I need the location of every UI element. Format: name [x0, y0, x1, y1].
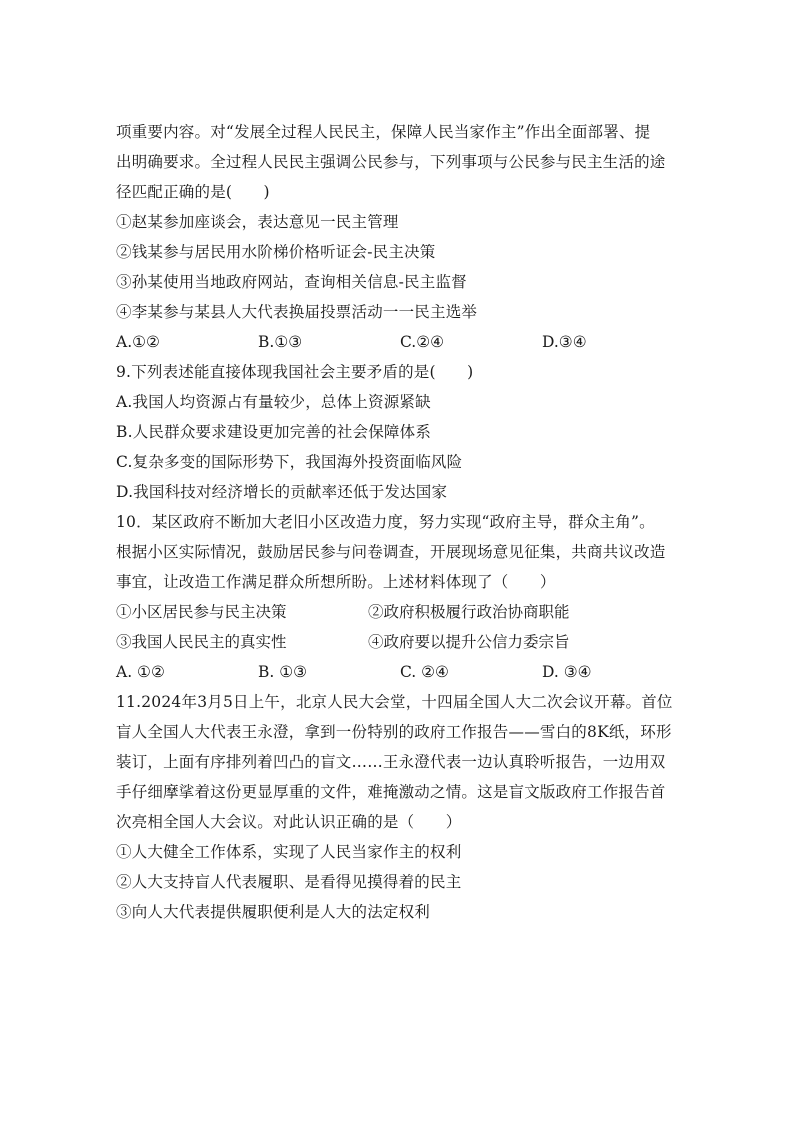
- option-c: C.复杂多变的国际形势下，我国海外投资面临风险: [116, 453, 463, 471]
- statement-row: [116, 627, 686, 657]
- statement-row: [116, 597, 686, 627]
- statement-item: ②钱某参与居民用水阶梯价格听证会-民主决策: [116, 243, 436, 261]
- answer-options: [116, 657, 686, 687]
- statement-item: ④李某参与某县人大代表换届投票活动一一民主选举: [116, 303, 478, 321]
- question-10: [116, 507, 686, 687]
- option-d: D. ③④: [542, 663, 592, 681]
- question-stem-line: 径匹配正确的是( ): [116, 183, 270, 201]
- option-b: B. ①③: [258, 663, 308, 681]
- question-9: [116, 357, 686, 507]
- question-stem-line: 手仔细摩挲着这份更显厚重的文件，难掩激动之情。这是盲文版政府工作报告首: [116, 783, 666, 801]
- exam-page: [116, 117, 686, 927]
- statement-item: ②政府积极履行政治协商职能: [368, 603, 570, 621]
- statement-item: ④政府要以提升公信力委宗旨: [368, 633, 570, 651]
- question-stem-line: 次亮相全国人大会议。对此认识正确的是（ ）: [116, 813, 462, 831]
- statement-item: ③向人大代表提供履职便利是人大的法定权利: [116, 903, 431, 921]
- answer-options: [116, 327, 686, 357]
- option-d: D.③④: [542, 333, 587, 351]
- option-c: C. ②④: [400, 663, 449, 681]
- question-8: [116, 117, 686, 357]
- question-stem-line: 根据小区实际情况，鼓励居民参与问卷调查，开展现场意见征集，共商共议改造: [116, 543, 666, 561]
- option-b: B.人民群众要求建设更加完善的社会保障体系: [116, 423, 432, 441]
- option-a: A. ①②: [116, 663, 165, 681]
- option-c: C.②④: [400, 333, 445, 351]
- statement-item: ①人大健全工作体系，实现了人民当家作主的权利: [116, 843, 462, 861]
- statement-item: ②人大支持盲人代表履职、是看得见摸得着的民主: [116, 873, 462, 891]
- option-d: D.我国科技对经济增长的贡献率还低于发达国家: [116, 483, 448, 501]
- question-stem-line: 盲人全国人大代表王永澄，拿到一份特别的政府工作报告——雪白的8K纸，环形: [116, 723, 672, 741]
- statement-item: ③孙某使用当地政府网站，查询相关信息-民主监督: [116, 273, 467, 291]
- option-a: A.①②: [116, 333, 160, 351]
- question-stem-line: 装订，上面有序排列着凹凸的盲文……王永澄代表一边认真聆听报告，一边用双: [116, 753, 666, 771]
- question-stem-line: 事宜，让改造工作满足群众所想所盼。上述材料体现了（ ）: [116, 573, 556, 591]
- statement-item: ①赵某参加座谈会，表达意见一民主管理: [116, 213, 399, 231]
- statement-item: ③我国人民民主的真实性: [116, 633, 287, 651]
- question-stem-line: 出明确要求。全过程人民民主强调公民参与，下列事项与公民参与民主生活的途: [116, 153, 666, 171]
- question-11: [116, 687, 686, 927]
- question-stem-line: 项重要内容。对“发展全过程人民民主，保障人民当家作主”作出全面部署、提: [116, 123, 651, 141]
- statement-item: ①小区居民参与民主决策: [116, 603, 287, 621]
- question-stem-line: 10．某区政府不断加大老旧小区改造力度，努力实现“政府主导，群众主角”。: [116, 513, 655, 531]
- question-stem: 9.下列表述能直接体现我国社会主要矛盾的是( ): [116, 363, 474, 381]
- question-stem-line: 11.2024年3月5日上午，北京人民大会堂，十四届全国人大二次会议开幕。首位: [116, 693, 673, 711]
- option-b: B.①③: [258, 333, 303, 351]
- option-a: A.我国人均资源占有量较少，总体上资源紧缺: [116, 393, 431, 411]
